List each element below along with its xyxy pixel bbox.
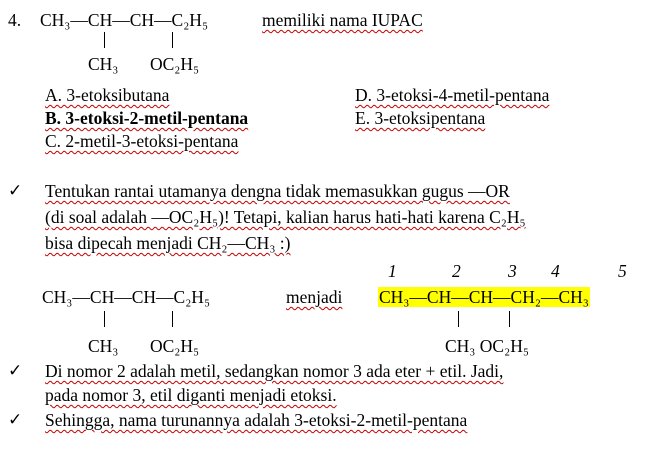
- bond-vertical: [104, 311, 105, 327]
- explanation-line: Sehingga, nama turunannya adalah 3-etoksi-2-metil-pentana: [45, 410, 468, 430]
- chain-number-3: 3: [508, 261, 517, 281]
- chain-number-1: 1: [388, 261, 397, 281]
- substituent-ethoxy: OC₂H₅: [150, 336, 200, 356]
- question-stem: memiliki nama IUPAC: [262, 10, 423, 30]
- option-e: E. 3-etoksipentana: [355, 108, 486, 128]
- chain-number-2: 2: [452, 261, 461, 281]
- question-number: 4.: [8, 10, 22, 30]
- check-icon: ✓: [8, 361, 23, 381]
- main-chain-formula: CH₃—CH—CH—CH₂—CH₃: [379, 287, 589, 307]
- option-d: D. 3-etoksi-4-metil-pentana: [355, 85, 550, 105]
- original-formula: CH₃—CH—CH—C₂H₅: [42, 287, 211, 307]
- bond-vertical: [172, 32, 173, 48]
- check-icon: ✓: [8, 181, 23, 201]
- substituent-methyl: CH₃: [88, 54, 119, 74]
- explanation-line: Tentukan rantai utamanya dengna tidak memasukkan gugus —OR: [45, 181, 510, 201]
- explanation-line: pada nomor 3, etil diganti menjadi etoksi.: [45, 385, 337, 405]
- option-a: A. 3-etoksibutana: [45, 85, 170, 105]
- chain-number-5: 5: [618, 261, 627, 281]
- check-icon: ✓: [8, 410, 23, 430]
- explanation-line: Di nomor 2 adalah metil, sedangkan nomor 3 ada eter + etil. Jadi,: [45, 361, 504, 381]
- explanation-line: (di soal adalah —OC₂H₅)! Tetapi, kalian harus hati-hati karena C₂H₅: [45, 207, 526, 227]
- bond-vertical: [509, 311, 510, 327]
- chain-number-4: 4: [551, 261, 560, 281]
- explanation-line: bisa dipecah menjadi CH₂—CH₃ :): [45, 233, 291, 253]
- bond-vertical: [458, 311, 459, 327]
- option-c: C. 2-metil-3-etoksi-pentana: [45, 131, 239, 151]
- menjadi-label: menjadi: [286, 287, 343, 307]
- main-chain-substituents: CH₃ OC₂H₅: [445, 336, 529, 356]
- bond-vertical: [104, 32, 105, 48]
- option-b: B. 3-etoksi-2-metil-pentana: [45, 108, 249, 128]
- question-formula: CH₃—CH—CH—C₂H₅: [40, 10, 209, 30]
- bond-vertical: [172, 311, 173, 327]
- substituent-ethoxy: OC₂H₅: [150, 54, 200, 74]
- substituent-methyl: CH₃: [88, 336, 119, 356]
